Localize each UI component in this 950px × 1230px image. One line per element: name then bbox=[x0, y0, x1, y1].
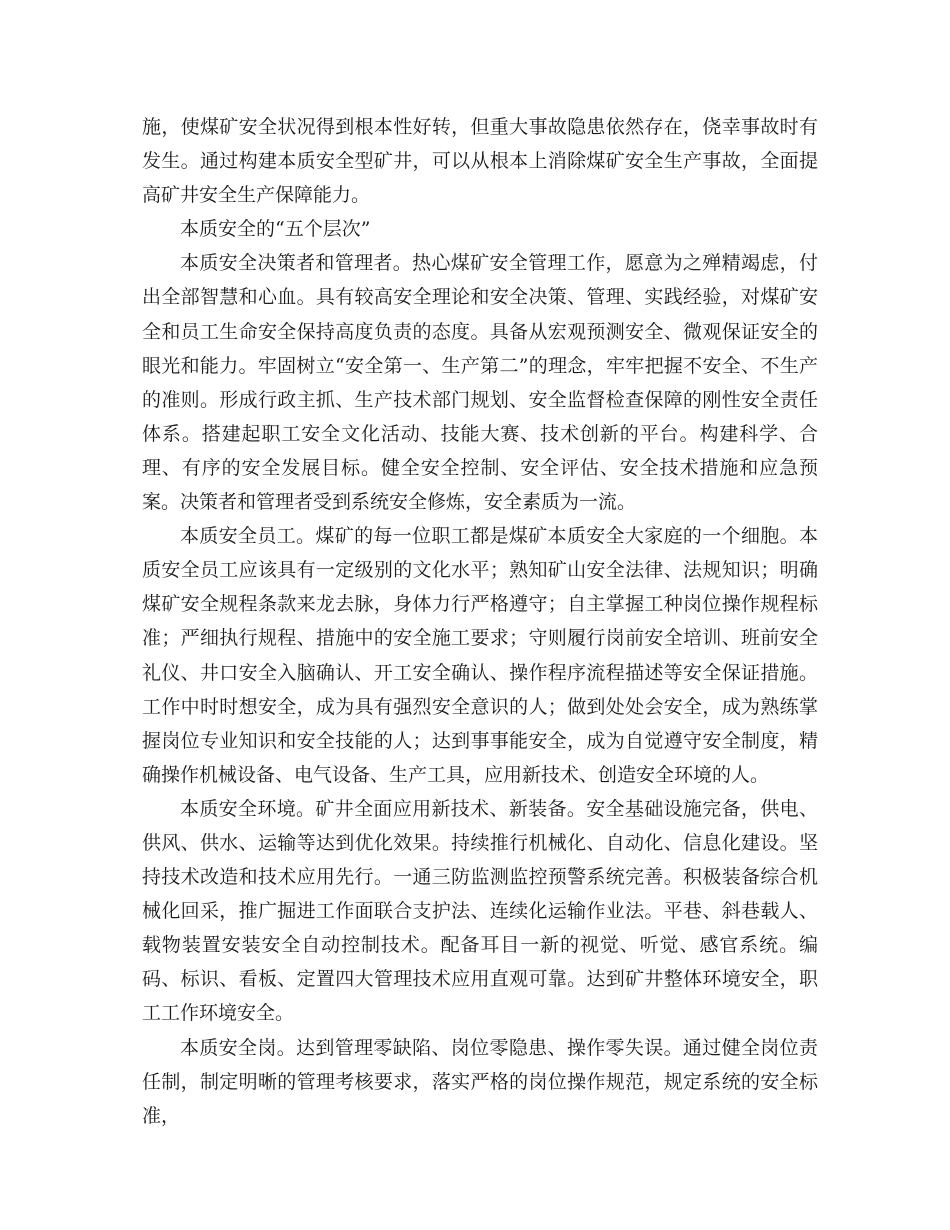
document-page bbox=[142, 110, 818, 1133]
paragraph-decision-makers: 本质安全决策者和管理者。热心煤矿安全管理工作，愿意为之殚精竭虑，付出全部智慧和心血。具有较高安全理论和安全决策、管理、实践经验，对煤矿安全和员工生命安全保持高度负责的态度。具备从宏观预测安全、微观保证安全的眼光和能力。牢固树立“安全第一、生产第二”的理念，牢牢把握不安全、不生产的准则。形成行政主抓、生产技术部门规划、安全监督检查保障的刚性安全责任体系。搭建起职工安全文化活动、技能大赛、技术创新的平台。构建科学、合理、有序的安全发展目标。健全安全控制、安全评估、安全技术措施和应急预案。决策者和管理者受到系统安全修炼，安全素质为一流。 bbox=[142, 252, 818, 514]
paragraph-posts: 本质安全岗。达到管理零缺陷、岗位零隐患、操作零失误。通过健全岗位责任制，制定明晰的管理考核要求，落实严格的岗位操作规范，规定系统的安全标准， bbox=[142, 1036, 818, 1127]
paragraph-continuation: 施，使煤矿安全状况得到根本性好转，但重大事故隐患依然存在，侥幸事故时有发生。通过构建本质安全型矿井，可以从根本上消除煤矿安全生产事故，全面提高矿井安全生产保障能力。 bbox=[142, 116, 818, 207]
paragraph-environment: 本质安全环境。矿井全面应用新技术、新装备。安全基础设施完备，供电、供风、供水、运输等达到优化效果。持续推行机械化、自动化、信息化建设。坚持技术改造和技术应用先行。一通三防监测监控预警系统完善。积极装备综合机械化回采，推广掘进工作面联合支护法、连续化运输作业法。平巷、斜巷载人、载物装置安装安全自动控制技术。配备耳目一新的视觉、听觉、感官系统。编码、标识、看板、定置四大管理技术应用直观可靠。达到矿井整体环境安全，职工工作环境安全。 bbox=[142, 797, 818, 1025]
paragraph-employees: 本质安全员工。煤矿的每一位职工都是煤矿本质安全大家庭的一个细胞。本质安全员工应该具有一定级别的文化水平；熟知矿山安全法律、法规知识；明确煤矿安全规程条款来龙去脉，身体力行严格遵守；自主掌握工种岗位操作规程标准；严细执行规程、措施中的安全施工要求；守则履行岗前安全培训、班前安全礼仪、井口安全入脑确认、开工安全确认、操作程序流程描述等安全保证措施。工作中时时想安全，成为具有强烈安全意识的人；做到处处会安全，成为熟练掌握岗位专业知识和安全技能的人；达到事事能安全，成为自觉遵守安全制度，精确操作机械设备、电气设备、生产工具，应用新技术、创造安全环境的人。 bbox=[142, 525, 818, 786]
section-heading-five-levels: 本质安全的“五个层次” bbox=[180, 218, 371, 241]
